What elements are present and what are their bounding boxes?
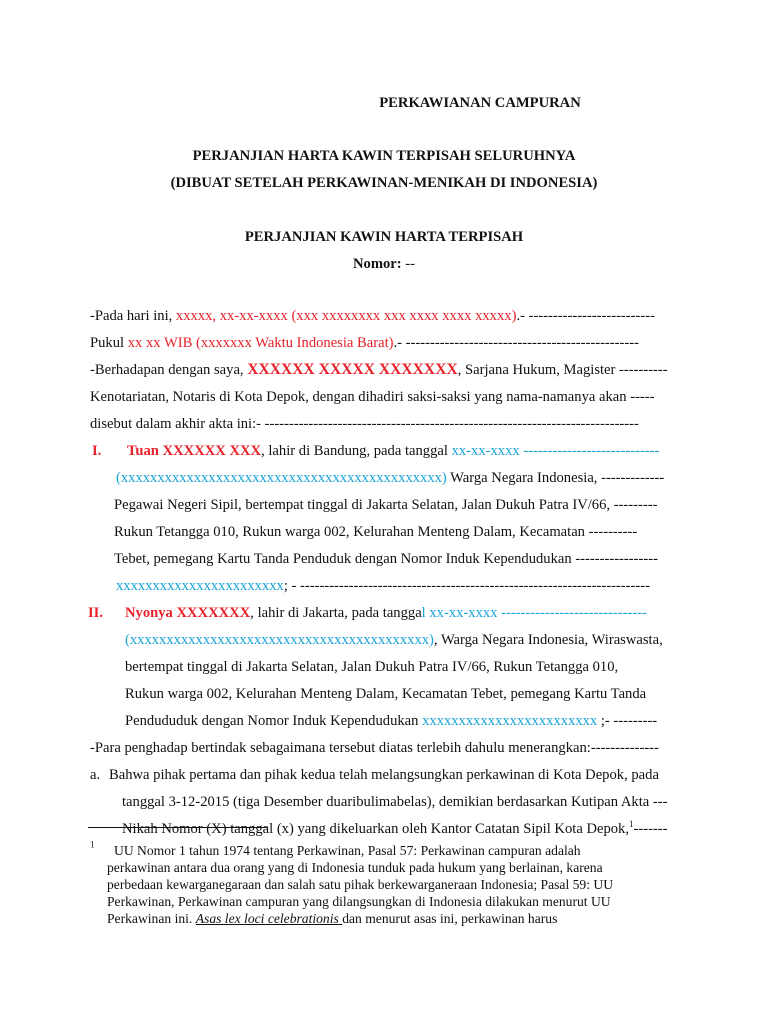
footnote-line: UU Nomor 1 tahun 1974 tentang Perkawinan, Pasal 57: Perkawinan campuran adalah [114, 843, 581, 858]
party-1-line [116, 469, 664, 487]
doc-title: PERKAWIANAN CAMPURAN [379, 95, 581, 111]
nomor-line [0, 255, 768, 273]
footnote-separator [88, 827, 268, 828]
date-text-placeholder: (xxxxxxxxxxxxxxxxxxxxxxxxxxxxxxxxxxxxxxxxx) [125, 632, 434, 648]
paragraph-line: -Para penghadap bertindak sebagaimana tersebut diatas terlebih dahulu menerangkan:-------------- [90, 740, 659, 756]
date-placeholder: l xx-xx-xxxx ------------------------------ [421, 605, 647, 621]
time-placeholder: xx xx WIB (xxxxxxx Waktu Indonesia Barat) [127, 335, 394, 351]
party-1-line [116, 577, 650, 595]
footnote-line: Perkawinan, Perkawinan campuran yang dilangsungkan di Indonesia dilakukan menurut UU [107, 894, 611, 909]
nik-placeholder: xxxxxxxxxxxxxxxxxxxxxxx [116, 578, 284, 594]
agreement-title: PERJANJIAN KAWIN HARTA TERPISAH [244, 229, 524, 245]
paragraph-line: tanggal 3-12-2015 (tiga Desember duaribulimabelas), demikian berdasarkan Kutipan Akta --- [122, 794, 668, 810]
party-2-line [125, 712, 657, 730]
text: Nikah Nomor (X) tanggal (x) yang dikeluarkan oleh Kantor Catatan Sipil Kota Depok, [122, 821, 629, 837]
doc-subtitle: PERJANJIAN HARTA KAWIN TERPISAH SELURUHNYA [192, 148, 576, 164]
text: Perkawinan ini. [107, 911, 196, 926]
party-1-line: Pegawai Negeri Sipil, bertempat tinggal di Jakarta Selatan, Jalan Dukuh Patra IV/66, --------- [114, 497, 658, 513]
nik-placeholder: xxxxxxxxxxxxxxxxxxxxxxxx [422, 713, 598, 729]
footnote-number: 1 [90, 839, 95, 850]
party-1-line: Rukun Tetangga 010, Rukun warga 002, Kelurahan Menteng Dalam, Kecamatan ---------- [114, 524, 638, 540]
text: Pendududuk dengan Nomor Induk Kependudukan [125, 713, 423, 729]
party-1-line: Tebet, pemegang Kartu Tanda Penduduk dengan Nomor Induk Kependudukan ----------------- [114, 551, 658, 567]
footnote-line: perbedaan kewarganegaraan dan salah satu pihak berkewarganeraan Indonesia; Pasal 59: UU [107, 877, 614, 892]
nomor-label: Nomor: [352, 256, 402, 272]
paragraph-line [90, 361, 668, 379]
party-1-name: Tuan XXXXXX XXX [127, 443, 262, 459]
text: ------- [633, 821, 668, 837]
paragraph-line [90, 307, 655, 325]
date-placeholder: xx-xx-xxxx ---------------------------- [451, 443, 660, 459]
text: dan menurut asas ini, perkawinan harus [342, 911, 558, 926]
party-2-line [125, 631, 663, 649]
footnote-mark [90, 840, 95, 857]
text: , lahir di Bandung, pada tanggal [261, 443, 452, 459]
text: ; - ------------------------------------------------------------------------ [283, 578, 650, 594]
party-1-line [127, 442, 659, 460]
text: ;- --------- [597, 713, 658, 729]
notary-name-placeholder: XXXXXX XXXXX XXXXXXX [247, 361, 458, 378]
footnote-line [107, 910, 557, 927]
text: , lahir di Jakarta, pada tangga [250, 605, 422, 621]
text: .- -------------------------- [516, 308, 655, 324]
nomor-value: -- [401, 256, 415, 272]
text: .- ------------------------------------------------ [393, 335, 639, 351]
text: , Sarjana Hukum, Magister ---------- [457, 362, 668, 378]
text: , Warga Negara Indonesia, Wiraswasta, [433, 632, 663, 648]
paragraph-line [122, 820, 668, 838]
date-placeholder: xxxxx, xx-xx-xxxx (xxx xxxxxxxx xxx xxxx xxxx xxxxx) [175, 308, 517, 324]
footnote-line: perkawinan antara dua orang yang di Indonesia tunduk pada hukum yang berlainan, karena [107, 860, 603, 875]
text: -Pada hari ini, [90, 308, 176, 324]
paragraph-line [90, 334, 639, 352]
party-2-line [125, 604, 647, 622]
party-2-line: bertempat tinggal di Jakarta Selatan, Jalan Dukuh Patra IV/66, Rukun Tetangga 010, [125, 659, 619, 675]
text: Pukul [90, 335, 128, 351]
date-text-placeholder: (xxxxxxxxxxxxxxxxxxxxxxxxxxxxxxxxxxxxxxxxxxxx) [116, 470, 447, 486]
party-2-name: Nyonya XXXXXXX [125, 605, 251, 621]
footnote-reference[interactable]: 1 [629, 819, 634, 830]
paragraph-line: Kenotariatan, Notaris di Kota Depok, dengan dihadiri saksi-saksi yang nama-namanya akan ----- [90, 389, 655, 405]
party-number-2: II. [88, 605, 104, 621]
paragraph-line: disebut dalam akhir akta ini:- ----------------------------------------------------------------------------- [90, 416, 639, 432]
paragraph-line: Bahwa pihak pertama dan pihak kedua telah melangsungkan perkawinan di Kota Depok, pada [109, 767, 659, 783]
party-2-line: Rukun warga 002, Kelurahan Menteng Dalam, Kecamatan Tebet, pemegang Kartu Tanda [125, 686, 647, 702]
text: -Berhadapan dengan saya, [90, 362, 248, 378]
party-number-1: I. [92, 443, 102, 459]
list-marker-a: a. [90, 767, 101, 783]
doc-subtitle-2: (DIBUAT SETELAH PERKAWINAN-MENIKAH DI INDONESIA) [170, 175, 598, 191]
text: Warga Negara Indonesia, ------------- [446, 470, 665, 486]
latin-term: Asas lex loci celebrationis [195, 911, 343, 926]
